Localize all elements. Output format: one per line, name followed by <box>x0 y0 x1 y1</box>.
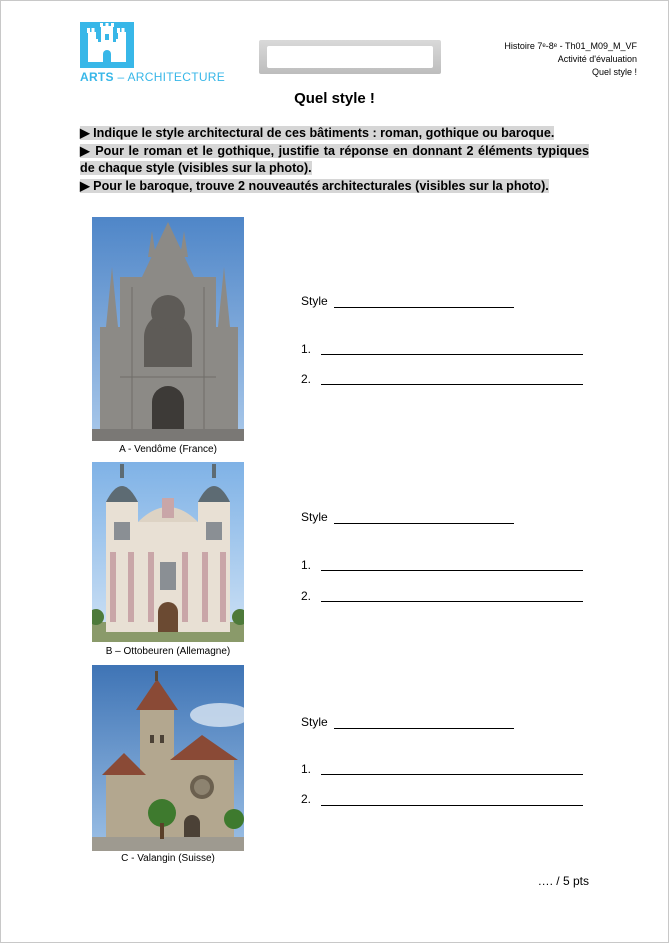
style-label-a: Style <box>301 294 328 308</box>
photo-vendome <box>92 217 244 441</box>
item-label: 1. <box>301 342 312 356</box>
page-title: Quel style ! <box>294 90 375 107</box>
answer-line-c2[interactable] <box>321 805 583 806</box>
caption-b: B – Ottobeuren (Allemagne) <box>105 646 231 657</box>
instruction-3: ▶ Pour le baroque, trouve 2 nouveautés architecturales (visibles sur la photo). <box>80 178 549 193</box>
item-label: 2. <box>301 792 312 806</box>
instruction-2: ▶ Pour le roman et le gothique, justifie ta réponse en donnant 2 éléments typiques de chaque style (visibles sur la photo). <box>80 143 589 175</box>
answer-line-a2[interactable] <box>321 384 583 385</box>
item-label: 1. <box>301 558 312 572</box>
style-answer-line-b[interactable] <box>334 523 514 524</box>
answer-line-a1[interactable] <box>321 354 583 355</box>
header-activity: Activité d'évaluation <box>557 54 637 64</box>
instruction-1: ▶ Indique le style architectural de ces bâtiments : roman, gothique ou baroque. <box>80 126 555 140</box>
score-label: …. / 5 pts <box>537 874 589 888</box>
answer-line-b2[interactable] <box>321 601 583 602</box>
style-label-c: Style <box>301 715 328 729</box>
answer-line-b1[interactable] <box>321 570 583 571</box>
answer-line-c1[interactable] <box>321 774 583 775</box>
caption-c: C - Valangin (Suisse) <box>121 853 215 864</box>
student-name-box[interactable] <box>259 40 441 74</box>
header-course: Histoire 7ᵉ-8ᵉ - Th01_M09_M_VF <box>504 41 637 51</box>
castle-icon <box>80 22 134 68</box>
photo-valangin <box>92 665 244 851</box>
style-label-b: Style <box>301 510 328 524</box>
item-label: 1. <box>301 762 312 776</box>
document-header <box>504 40 637 79</box>
instructions <box>80 125 589 195</box>
logo-text: ARTS – ARCHITECTURE <box>80 70 226 84</box>
item-label: 2. <box>301 589 312 603</box>
photo-ottobeuren <box>92 462 244 642</box>
style-answer-line-c[interactable] <box>334 728 514 729</box>
header-title: Quel style ! <box>591 67 637 77</box>
item-label: 2. <box>301 372 312 386</box>
style-answer-line-a[interactable] <box>334 307 514 308</box>
caption-a: A - Vendôme (France) <box>119 444 217 455</box>
